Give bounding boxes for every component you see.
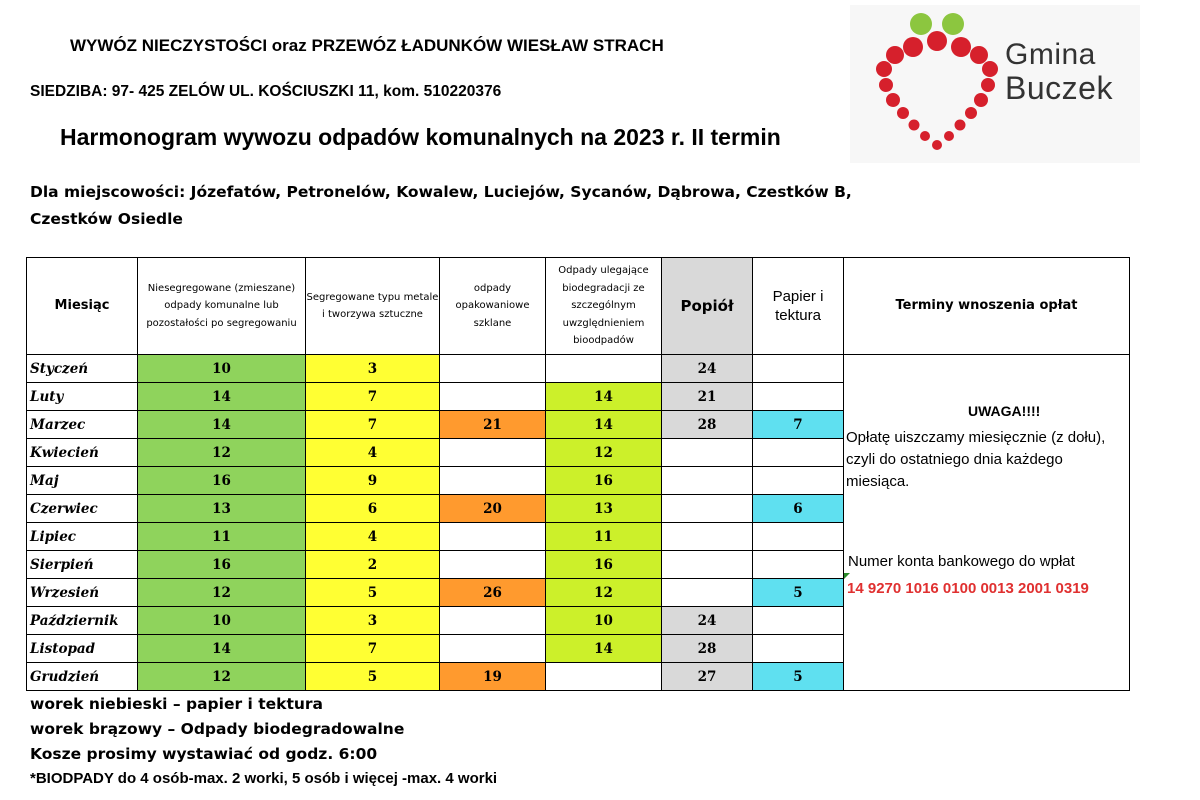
- bio-cell: 14: [546, 411, 662, 439]
- bio-cell: [546, 355, 662, 383]
- bio-cell: 14: [546, 635, 662, 663]
- mixed-cell: 13: [138, 495, 306, 523]
- account-label: Numer konta bankowego do wpłat: [848, 553, 1075, 570]
- payment-note: Opłatę uiszczamy miesięcznie (z dołu), czyli do ostatniego dnia każdego miesiąca.: [846, 429, 1106, 491]
- month-cell: Marzec: [27, 411, 138, 439]
- glass-cell: 19: [440, 663, 546, 691]
- month-cell: Wrzesień: [27, 579, 138, 607]
- header-plastic: Segregowane typu metale i tworzywa sztuczne: [306, 258, 440, 355]
- paper-cell: 5: [753, 579, 844, 607]
- bio-cell: 13: [546, 495, 662, 523]
- header-bio: Odpady ulegające biodegradacji ze szczególnym uwzględnieniem bioodpadów: [546, 258, 662, 355]
- glass-cell: [440, 355, 546, 383]
- ash-cell: [662, 579, 753, 607]
- glass-cell: [440, 467, 546, 495]
- mixed-cell: 14: [138, 411, 306, 439]
- mixed-cell: 10: [138, 355, 306, 383]
- month-cell: Październik: [27, 607, 138, 635]
- bio-cell: 12: [546, 579, 662, 607]
- plastic-cell: 6: [306, 495, 440, 523]
- glass-cell: 21: [440, 411, 546, 439]
- mixed-cell: 16: [138, 551, 306, 579]
- ash-cell: 24: [662, 607, 753, 635]
- mixed-cell: 11: [138, 523, 306, 551]
- footer-line-2: worek brązowy – Odpady biodegradowalne: [30, 720, 405, 738]
- plastic-cell: 9: [306, 467, 440, 495]
- header-month: Miesiąc: [27, 258, 138, 355]
- table-row: [27, 355, 1130, 383]
- plastic-cell: 5: [306, 663, 440, 691]
- paper-cell: [753, 439, 844, 467]
- ash-cell: [662, 551, 753, 579]
- header-paper: Papier i tektura: [753, 258, 844, 355]
- paper-cell: 7: [753, 411, 844, 439]
- plastic-cell: 4: [306, 523, 440, 551]
- header-payment: Terminy wnoszenia opłat: [844, 258, 1130, 355]
- schedule-table: [26, 257, 1130, 691]
- month-cell: Maj: [27, 467, 138, 495]
- bio-cell: 14: [546, 383, 662, 411]
- paper-cell: 5: [753, 663, 844, 691]
- glass-cell: [440, 383, 546, 411]
- mixed-cell: 14: [138, 635, 306, 663]
- paper-cell: [753, 635, 844, 663]
- plastic-cell: 3: [306, 355, 440, 383]
- plastic-cell: 7: [306, 383, 440, 411]
- paper-cell: [753, 383, 844, 411]
- ash-cell: [662, 523, 753, 551]
- ash-cell: 27: [662, 663, 753, 691]
- page-title: Harmonogram wywozu odpadów komunalnych na 2023 r. II termin: [60, 124, 781, 150]
- warning-heading: UWAGA!!!!: [968, 403, 1041, 419]
- glass-cell: [440, 439, 546, 467]
- bio-cell: 10: [546, 607, 662, 635]
- month-cell: Czerwiec: [27, 495, 138, 523]
- bio-cell: 16: [546, 551, 662, 579]
- header-glass: odpady opakowaniowe szklane: [440, 258, 546, 355]
- paper-cell: [753, 551, 844, 579]
- plastic-cell: 4: [306, 439, 440, 467]
- comment-marker-icon: [844, 573, 850, 579]
- header-mixed: Niesegregowane (zmieszane) odpady komunalne lub pozostałości po segregowaniu: [138, 258, 306, 355]
- plastic-cell: 3: [306, 607, 440, 635]
- month-cell: Styczeń: [27, 355, 138, 383]
- ash-cell: 24: [662, 355, 753, 383]
- logo-text-gmina: Gmina: [1005, 38, 1096, 71]
- bio-cell: [546, 663, 662, 691]
- footer-line-4: *BIODPADY do 4 osób-max. 2 worki, 5 osób i więcej -max. 4 worki: [30, 770, 498, 787]
- ash-cell: [662, 467, 753, 495]
- mixed-cell: 12: [138, 439, 306, 467]
- company-name: WYWÓZ NIECZYSTOŚCI oraz PRZEWÓZ ŁADUNKÓW WIESŁAW STRACH: [70, 36, 664, 55]
- ash-cell: [662, 495, 753, 523]
- company-address: SIEDZIBA: 97- 425 ZELÓW UL. KOŚCIUSZKI 11, kom. 510220376: [30, 83, 502, 100]
- bio-cell: 11: [546, 523, 662, 551]
- header-row: [27, 258, 1130, 355]
- glass-cell: 20: [440, 495, 546, 523]
- footer-line-1: worek niebieski – papier i tektura: [30, 695, 324, 713]
- bio-cell: 16: [546, 467, 662, 495]
- places-line-1: Dla miejscowości: Józefatów, Petronelów, Kowalew, Luciejów, Sycanów, Dąbrowa, Czestków B,: [30, 183, 852, 201]
- mixed-cell: 14: [138, 383, 306, 411]
- glass-cell: [440, 635, 546, 663]
- plastic-cell: 2: [306, 551, 440, 579]
- header-ash: Popiół: [662, 258, 753, 355]
- places-line-2: Czestków Osiedle: [30, 210, 183, 228]
- bio-cell: 12: [546, 439, 662, 467]
- plastic-cell: 7: [306, 411, 440, 439]
- plastic-cell: 5: [306, 579, 440, 607]
- month-cell: Kwiecień: [27, 439, 138, 467]
- ash-cell: 28: [662, 635, 753, 663]
- mixed-cell: 12: [138, 579, 306, 607]
- month-cell: Sierpień: [27, 551, 138, 579]
- glass-cell: 26: [440, 579, 546, 607]
- month-cell: Lipiec: [27, 523, 138, 551]
- account-number: 14 9270 1016 0100 0013 2001 0319: [847, 580, 1089, 597]
- ash-cell: 28: [662, 411, 753, 439]
- mixed-cell: 10: [138, 607, 306, 635]
- payment-info-cell: [844, 355, 1130, 691]
- ash-cell: 21: [662, 383, 753, 411]
- paper-cell: 6: [753, 495, 844, 523]
- ash-cell: [662, 439, 753, 467]
- glass-cell: [440, 523, 546, 551]
- mixed-cell: 16: [138, 467, 306, 495]
- month-cell: Luty: [27, 383, 138, 411]
- month-cell: Listopad: [27, 635, 138, 663]
- paper-cell: [753, 607, 844, 635]
- plastic-cell: 7: [306, 635, 440, 663]
- paper-cell: [753, 467, 844, 495]
- logo-text-buczek: Buczek: [1005, 70, 1113, 106]
- month-cell: Grudzień: [27, 663, 138, 691]
- glass-cell: [440, 551, 546, 579]
- paper-cell: [753, 523, 844, 551]
- paper-cell: [753, 355, 844, 383]
- footer-line-3: Kosze prosimy wystawiać od godz. 6:00: [30, 745, 378, 763]
- mixed-cell: 12: [138, 663, 306, 691]
- glass-cell: [440, 607, 546, 635]
